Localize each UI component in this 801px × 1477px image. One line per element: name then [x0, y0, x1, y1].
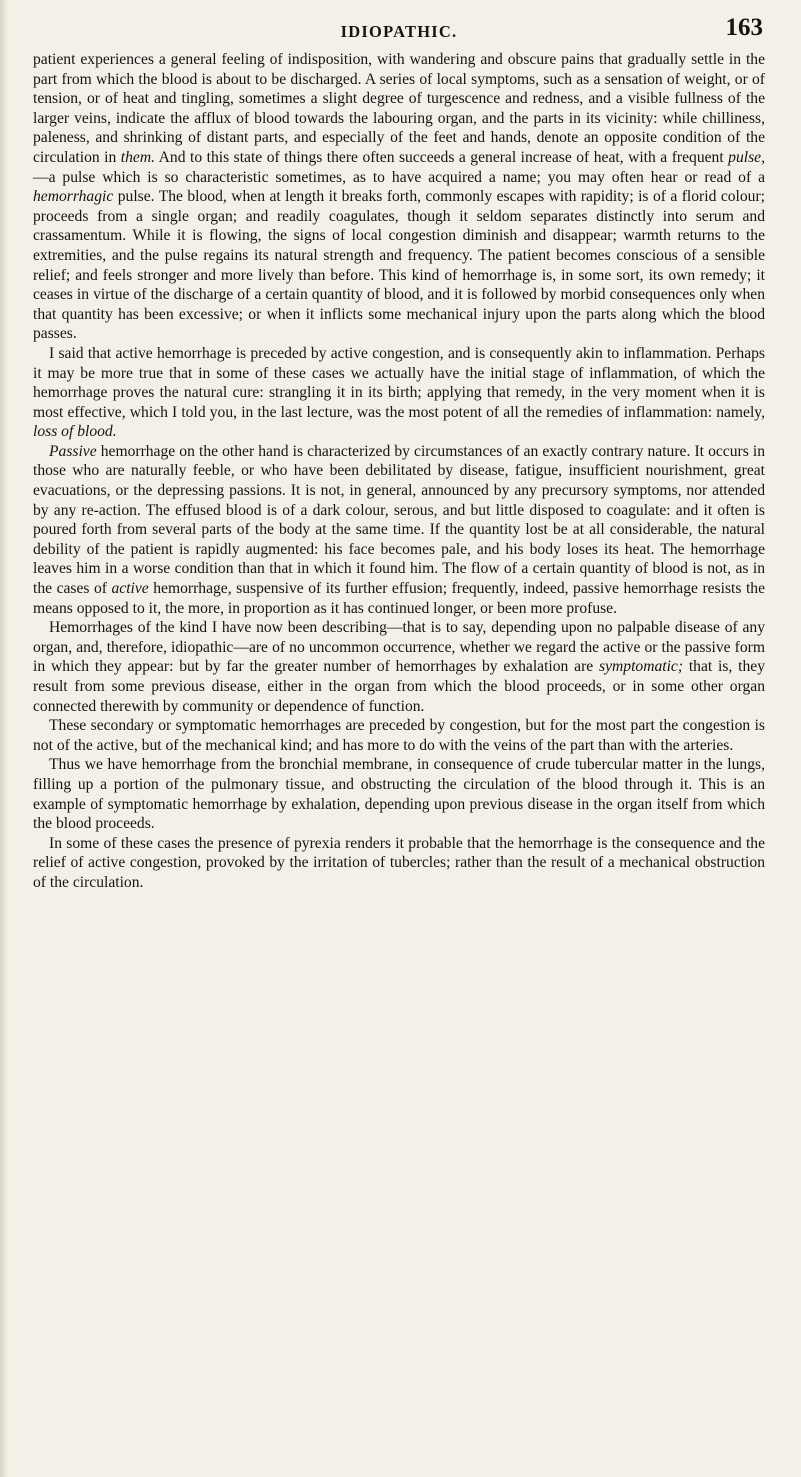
- text-run: that is, they result from some previous disease, either in the organ from which the blood proceeds, or in some other organ connected therewith by community or dependence of function.: [33, 658, 765, 715]
- paragraph-3: [33, 442, 765, 618]
- text-run: —a pulse which is so characteristic sometimes, as to have acquired a name; you may often hear or read of a: [33, 168, 765, 186]
- italic-text: pulse,: [728, 148, 765, 166]
- text-run: hemorrhage, suspensive of its further effusion; frequently, indeed, passive hemorrhage resists the means opposed to it, the more, in proportion as it has continued longer, or been more profuse.: [33, 580, 765, 617]
- paragraph-7: [33, 834, 765, 893]
- body-text: [33, 50, 765, 893]
- paragraph-1: [33, 50, 765, 344]
- text-run: patient experiences a general feeling of indisposition, with wandering and obscure pains that gradually settle in the part from which the blood is about to be discharged. A series of local symptoms, such as a sensation of weight, or of tension, or of heat and tingling, sometimes a slight degree of turgescence and redness, and a visible fullness of the larger veins, indicate the afflux of blood towards the labouring organ, and the parts in its vicinity: while chilliness, paleness, and shrinking of distant parts, and especially of the feet and hands, denote an opposite condition of the circulation in: [33, 51, 765, 166]
- italic-text: symptomatic;: [599, 658, 684, 676]
- paragraph-5: [33, 716, 765, 755]
- paragraph-6: [33, 755, 765, 833]
- italic-text: hemorrhagic: [33, 188, 114, 206]
- italic-text: active: [111, 580, 149, 598]
- page-number: 163: [725, 14, 763, 41]
- text-run: And to this state of things there often succeeds a general increase of heat, with a frequent: [155, 148, 729, 166]
- page-header: [33, 12, 765, 46]
- text-run: Hemorrhages of the kind I have now been describing—that is to say, depending upon no palpable disease of any organ, and, therefore, idiopathic—are of no uncommon occurrence, whether we regard the active or the passive form in which they appear: but by far the greater number of hemorrhages by exhalation are: [33, 619, 765, 676]
- italic-text: them.: [120, 148, 156, 166]
- paragraph-2: [33, 344, 765, 442]
- text-run: I said that active hemorrhage is preceded by active congestion, and is consequently akin to inflammation. Perhaps it may be more true that in some of these cases we actually have the initial stage of inflammation, of which the hemorrhage proves the natural cure: strangling it in its birth; applying that remedy, in the very moment when it is most effective, which I told you, in the last lecture, was the most potent of all the remedies of inflammation: namely,: [33, 344, 765, 421]
- running-head: IDIOPATHIC.: [340, 22, 458, 41]
- italic-text: loss of blood.: [33, 423, 117, 441]
- text-run: hemorrhage on the other hand is characterized by circumstances of an exactly contrary nature. It occurs in those who are naturally feeble, or who have been debilitated by disease, fatigue, insufficient nourishment, great evacuations, or the depressing passions. It is not, in general, announced by any precursory symptoms, nor attended by any re-action. The effused blood is of a dark colour, serous, and but little disposed to coagulate: and it often is poured forth from several parts of the body at the same time. If the quantity lost be at all considerable, the natural debility of the patient is rapidly augmented: his face becomes pale, and his body loses its heat. The hemorrhage leaves him in a worse condition than that in which it found him. The flow of a certain quantity of blood is not, as in the cases of: [33, 442, 765, 598]
- text-run: pulse. The blood, when at length it breaks forth, commonly escapes with rapidity; is of a florid colour; proceeds from a single organ; and readily coagulates, though it seldom separates distinctly into serum and crassamentum. While it is flowing, the signs of local congestion diminish and disappear; warmth returns to the extremities, and the pulse regains its natural strength and frequency. The patient becomes conscious of a sensible relief; and feels stronger and more lively than before. This kind of hemorrhage is, in some sort, its own remedy; it ceases in virtue of the discharge of a certain quantity of blood, and it is followed by morbid consequences only when that quantity has been excessive; or when it inflicts some mechanical injury upon the parts along which the blood passes.: [33, 188, 765, 343]
- binding-shadow: [0, 0, 8, 1477]
- text-run: In some of these cases the presence of pyrexia renders it probable that the hemorrhage is the consequence and the relief of active congestion, provoked by the irritation of tubercles; rather than the result of a mechanical obstruction of the circulation.: [33, 834, 765, 891]
- text-run: These secondary or symptomatic hemorrhages are preceded by congestion, but for the most part the congestion is not of the active, but of the mechanical kind; and has more to do with the veins of the part than with the arteries.: [33, 717, 765, 754]
- text-run: Thus we have hemorrhage from the bronchial membrane, in consequence of crude tubercular matter in the lungs, filling up a portion of the pulmonary tissue, and obstructing the circulation of the blood through it. This is an example of symptomatic hemorrhage by exhalation, depending upon previous disease in the organ itself from which the blood proceeds.: [33, 756, 765, 833]
- paragraph-4: [33, 618, 765, 716]
- italic-text: Passive: [49, 442, 97, 460]
